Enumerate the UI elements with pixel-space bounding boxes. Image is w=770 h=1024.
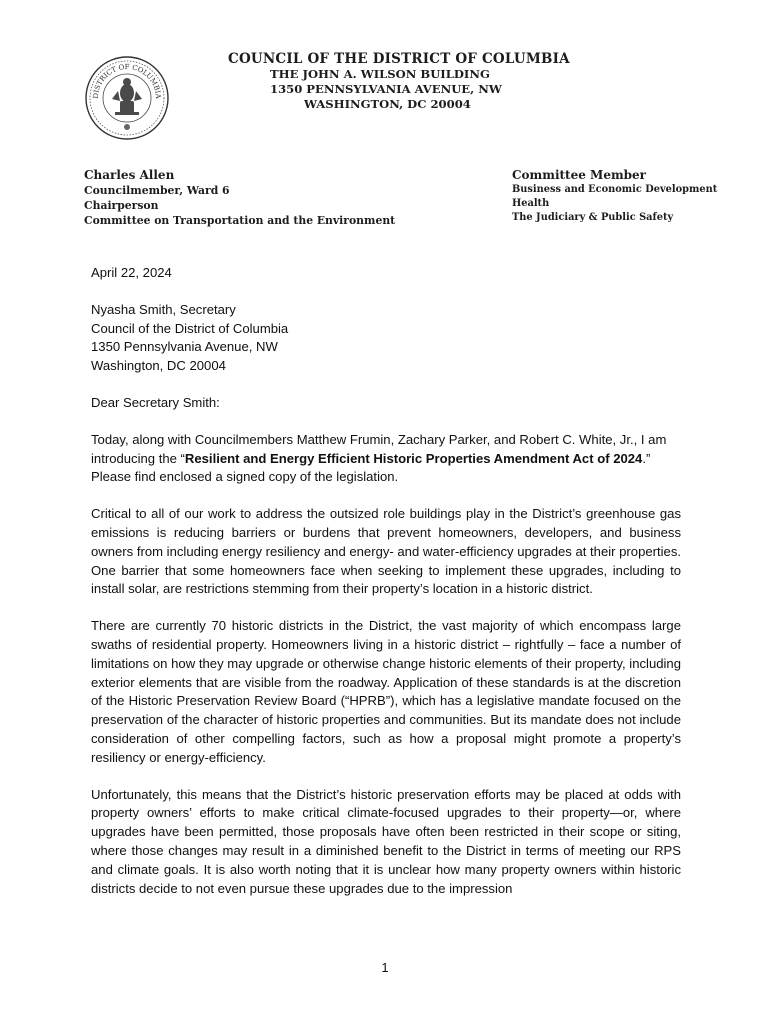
salutation: Dear Secretary Smith: (91, 394, 220, 410)
bill-title: Resilient and Energy Efficient Historic Properties Amendment Act of 2024 (184, 450, 643, 466)
committee-item: The Judiciary & Public Safety (512, 212, 674, 223)
paragraph-historic-districts: There are currently 70 historic districts in the District, the vast majority of which encompass large swaths of residential property. Homeowners living in a historic district – rightfully – face a number of limitations on how they may upgrade or otherwise change historic elements of their property, including exterior elements that are visible from the roadway. Application of these standards is at the discretion of the Historic Preservation Review Board (“HPRB”), which has a legislative mandate focused on the preservation of the character of historic properties and communities. But its mandate does not include consideration of other compelling factors, such as how a proposal might promote a property’s resiliency or energy-efficiency. (91, 618, 681, 765)
page-number: 1 (381, 960, 389, 975)
letterhead-organization: COUNCIL OF THE DISTRICT OF COLUMBIA (228, 51, 570, 67)
intro-text: Today, along with Councilmembers Matthew Frumin, Zachary Parker, and Robert C. White, Jr., I am introducing the “ (91, 431, 667, 466)
recipient-name: Nyasha Smith, Secretary (91, 301, 236, 317)
seal-icon (84, 55, 170, 141)
letterhead-building: THE JOHN A. WILSON BUILDING (270, 67, 490, 81)
letterhead-street: 1350 PENNSYLVANIA AVENUE, NW (270, 82, 502, 96)
committee-item: Health (512, 198, 550, 209)
paragraph-barriers: Critical to all of our work to address the outsized role buildings play in the District’s greenhouse gas emissions is reducing barriers or burdens that prevent homeowners, developers, and business owners from including energy resiliency and energy- and water-efficiency upgrades at their properties. One barrier that some homeowners face when seeking to implement these upgrades, including to install solar, are restrictions stemming from their property’s location in a historic district. (91, 506, 682, 597)
sender-title: Councilmember, Ward 6 (84, 184, 230, 197)
intro-text-end: .” Please find enclosed a signed copy of the legislation. (91, 450, 651, 485)
recipient-city: Washington, DC 20004 (91, 358, 226, 374)
paragraph-unfortunately: Unfortunately, this means that the District’s historic preservation efforts may be placed at odds with property owners’ efforts to make critical climate-focused upgrades to their property—or, where upgrades have been permitted, those proposals have often been restricted in their scope or siting, where those changes may result in a diminished benefit to the District in terms of meeting our RPS and climate goals. It is also worth noting that it is unclear how many property owners within historic districts decide to not even pursue these upgrades due to the impression (91, 786, 681, 896)
seal-text: DISTRICT OF COLUMBIA (91, 63, 163, 99)
council-seal (84, 55, 170, 141)
sender-block (84, 168, 395, 228)
sender-name: Charles Allen (84, 168, 175, 182)
letterhead (228, 51, 570, 112)
recipient-org: Council of the District of Columbia (91, 320, 289, 336)
sender-committee: Committee on Transportation and the Environment (84, 214, 396, 227)
letter-date: April 22, 2024 (91, 265, 172, 280)
committee-heading: Committee Member (512, 168, 647, 182)
committee-item: Business and Economic Development (512, 184, 718, 195)
committee-membership (512, 168, 717, 225)
letterhead-city: WASHINGTON, DC 20004 (304, 97, 471, 111)
recipient-street: 1350 Pennsylvania Avenue, NW (91, 339, 278, 355)
recipient-address (91, 301, 681, 376)
sender-role: Chairperson (84, 199, 159, 212)
letter-body (91, 264, 681, 916)
paragraph-intro (91, 431, 681, 487)
